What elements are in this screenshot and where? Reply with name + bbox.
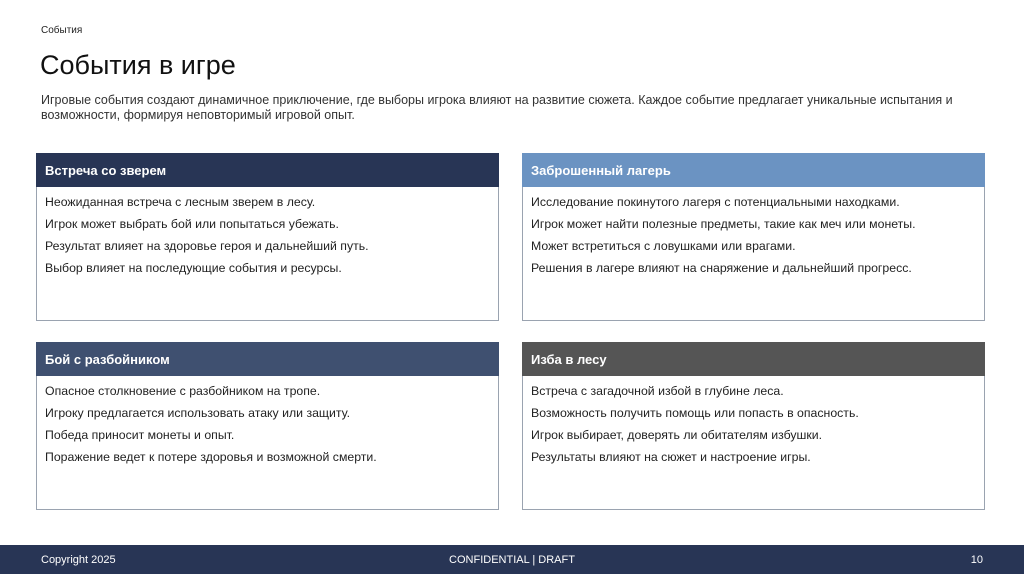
- card-line: Решения в лагере влияют на снаряжение и дальнейший прогресс.: [531, 261, 912, 275]
- footer-copyright: Copyright 2025: [41, 554, 116, 566]
- card-header: [522, 342, 985, 376]
- card-line: Игрок выбирает, доверять ли обитателям избушки.: [531, 428, 823, 442]
- card-body: [36, 376, 499, 510]
- intro-text: Игровые события создают динамичное приключение, где выборы игрока влияют на развитие сюжета. Каждое событие предлагает уникальные испытания и возможности, формируя неповторимый игровой опыт.: [41, 93, 953, 122]
- card-body: [522, 376, 985, 510]
- card-line: Игрок может выбрать бой или попытаться убежать.: [45, 217, 339, 231]
- card-line: Игрок может найти полезные предметы, такие как меч или монеты.: [531, 217, 916, 231]
- event-card-camp: [522, 153, 985, 321]
- event-card-bandit: [36, 342, 499, 510]
- card-header: [522, 153, 985, 187]
- event-card-beast: [36, 153, 499, 321]
- footer-confidential: CONFIDENTIAL | DRAFT: [449, 554, 575, 566]
- card-header: [36, 153, 499, 187]
- card-line: Выбор влияет на последующие события и ресурсы.: [45, 261, 342, 275]
- event-card-hut: [522, 342, 985, 510]
- card-body: [36, 187, 499, 321]
- card-title: Заброшенный лагерь: [531, 162, 671, 178]
- card-line: Результат влияет на здоровье героя и дальнейший путь.: [45, 239, 369, 253]
- card-line: Результаты влияют на сюжет и настроение игры.: [531, 450, 811, 464]
- card-line: Победа приносит монеты и опыт.: [45, 428, 235, 442]
- card-line: Опасное столкновение с разбойником на тропе.: [45, 384, 321, 398]
- card-header: [36, 342, 499, 376]
- card-line: Неожиданная встреча с лесным зверем в лесу.: [45, 195, 316, 209]
- card-line: Исследование покинутого лагеря с потенциальными находками.: [531, 195, 900, 209]
- card-body: [522, 187, 985, 321]
- card-line: Игроку предлагается использовать атаку или защиту.: [45, 406, 351, 420]
- card-title: Встреча со зверем: [45, 162, 167, 178]
- page-number: 10: [970, 554, 983, 566]
- card-title: Изба в лесу: [531, 351, 607, 367]
- footer-bar: [0, 545, 1024, 574]
- card-line: Встреча с загадочной избой в глубине леса.: [531, 384, 784, 398]
- breadcrumb: События: [41, 25, 83, 36]
- card-line: Может встретиться с ловушками или врагами.: [531, 239, 796, 253]
- card-title: Бой с разбойником: [45, 351, 170, 367]
- page-title: События в игре: [40, 50, 236, 80]
- card-line: Возможность получить помощь или попасть в опасность.: [531, 406, 859, 420]
- card-line: Поражение ведет к потере здоровья и возможной смерти.: [45, 450, 377, 464]
